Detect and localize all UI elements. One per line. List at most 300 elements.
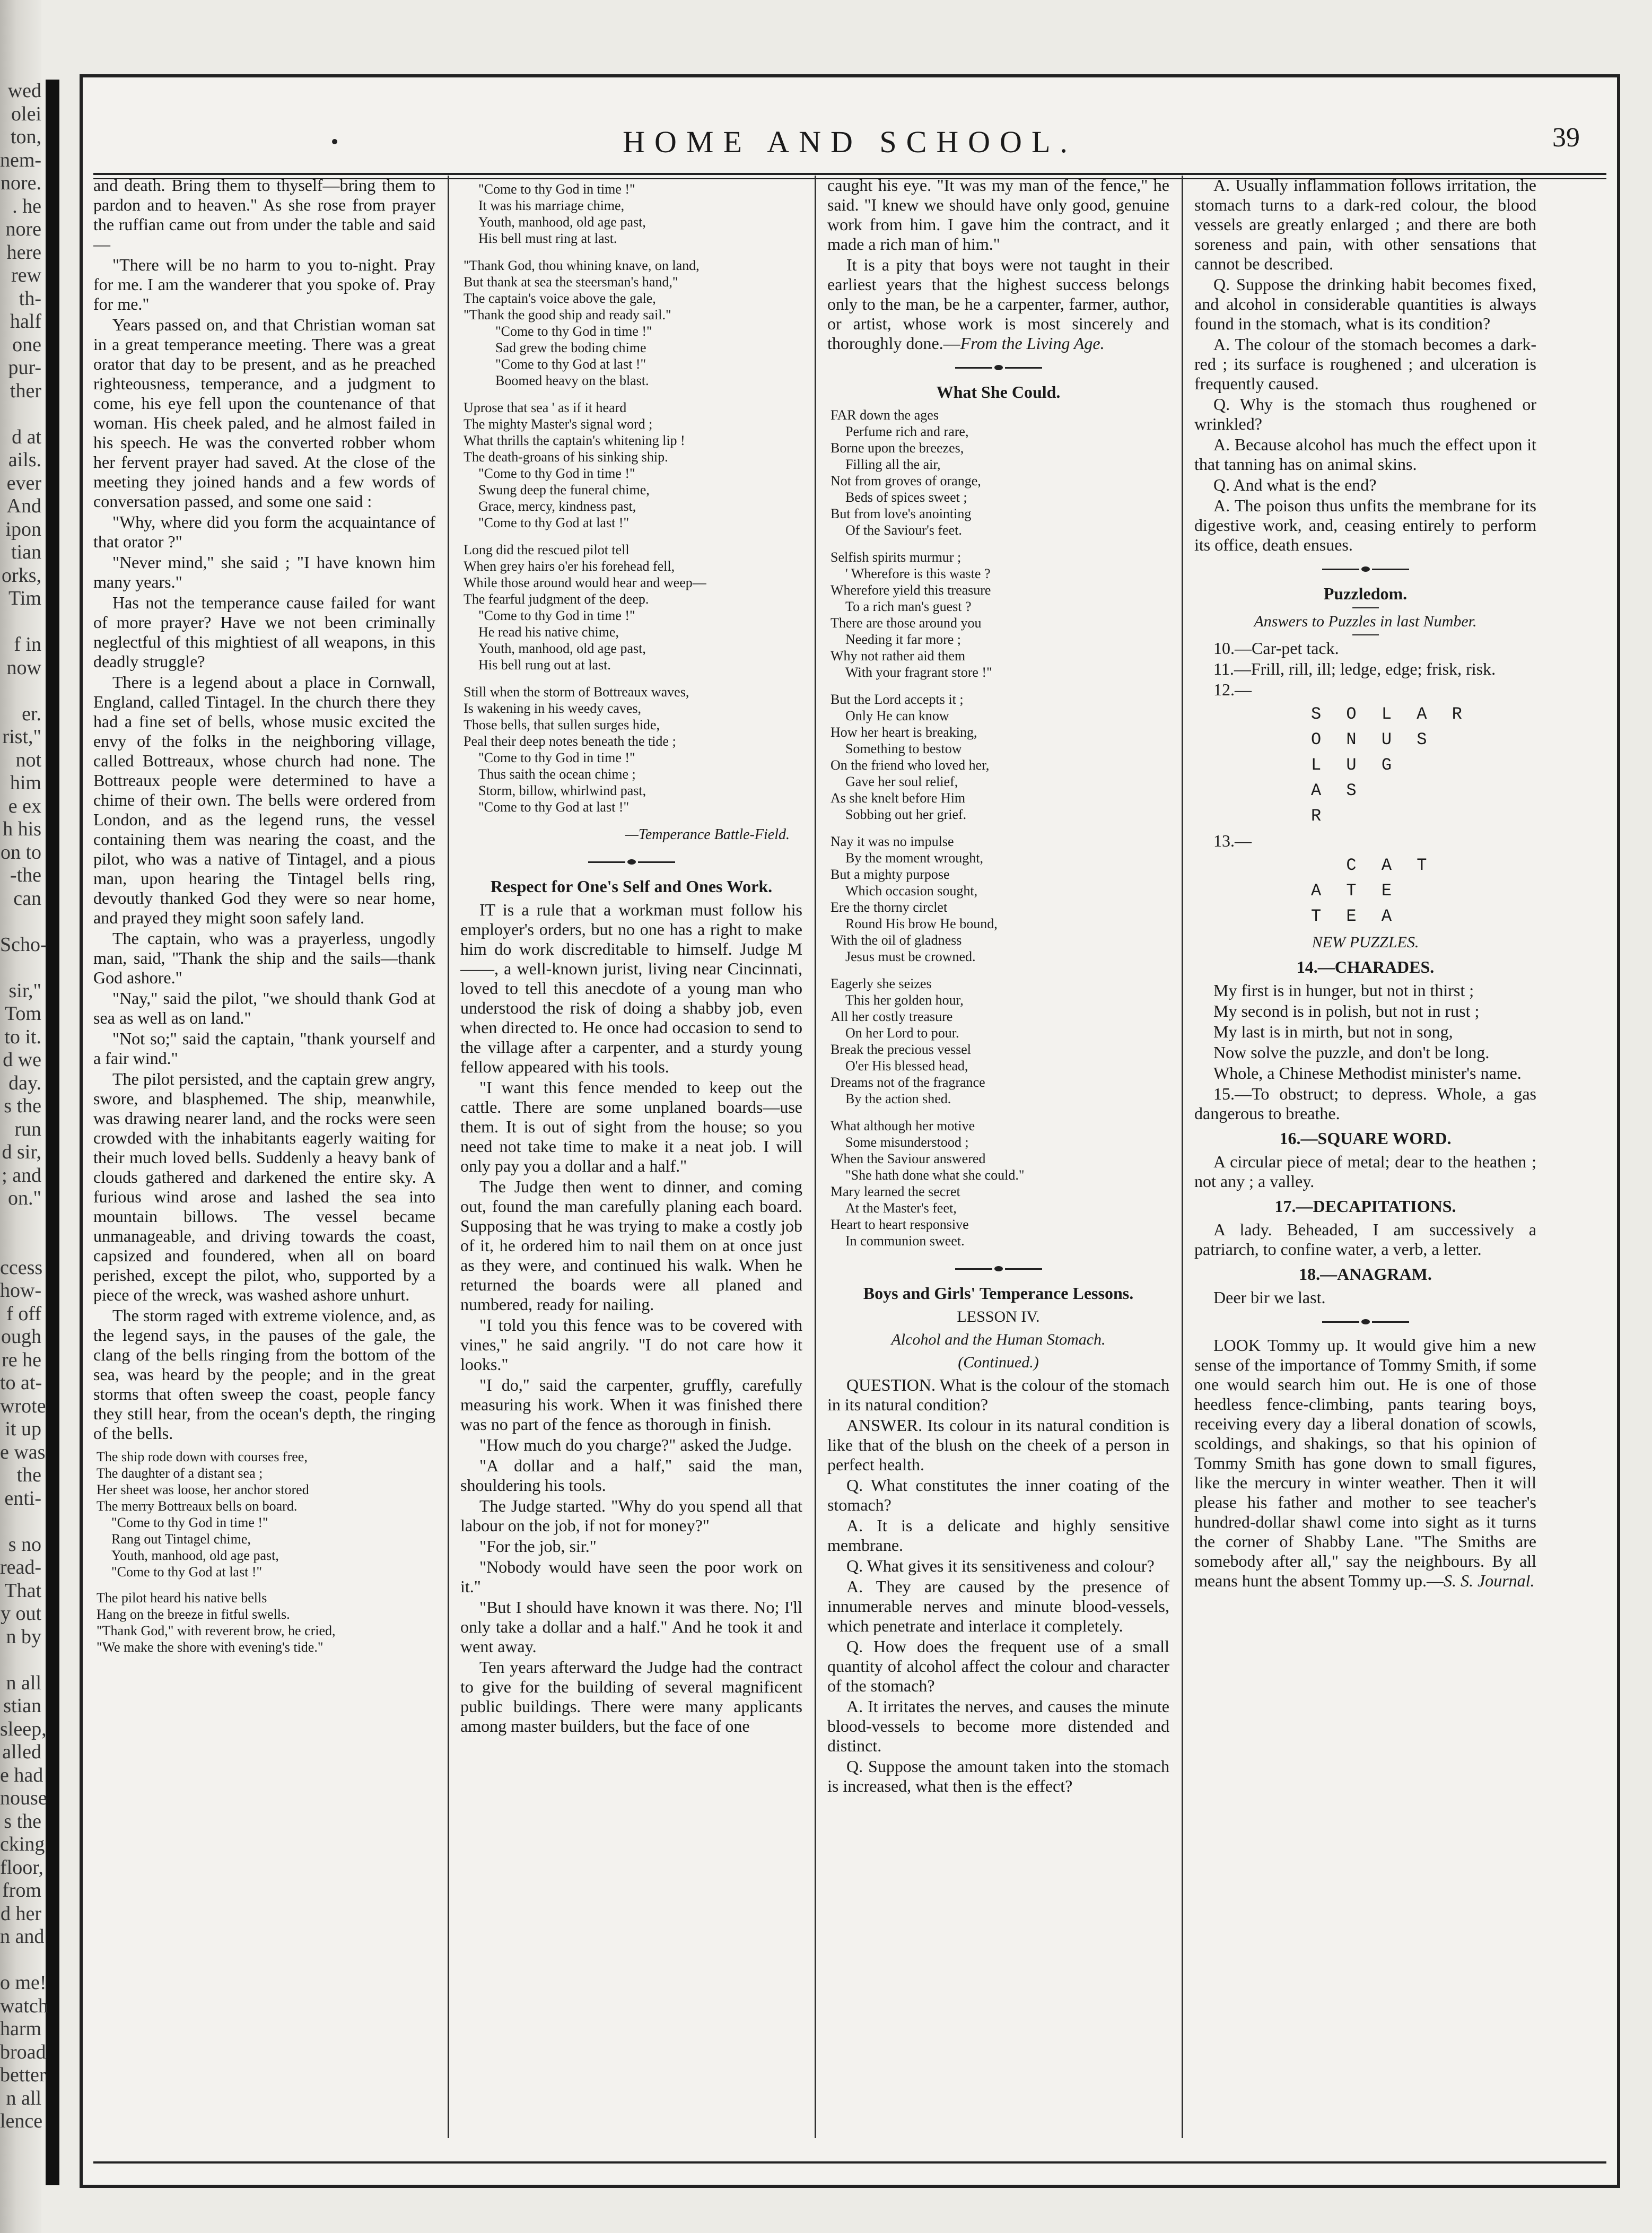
puzzle-answer: 13.— — [1213, 831, 1252, 850]
column-1 — [93, 176, 435, 2127]
anagram-heading: 18.—ANAGRAM. — [1299, 1264, 1432, 1284]
bleed-fragment: from — [2, 1879, 41, 1901]
paragraph: There is a legend about a place in Cornwall, England, called Tintagel. In the church there they had a fine set of bells, whose music excited the envy of the folks in the neighboring village, called Bottreaux, whose church had none. The Bottreaux people were determined to have a chime of their own. The bells were ordered from London, and as the legend runs, the vessel containing them was nearing the coast, and the pilot, who was a native of Tintagel, and a pious man, upon hearing the Tintagel bells ring, devoutly thanked God they were so near home, and prayed they might soon safely land. — [93, 673, 435, 927]
poem-line: But the Lord accepts it ; — [831, 692, 964, 707]
column-4 — [1194, 176, 1536, 2127]
paragraph: A. Usually inflammation follows irritation, the stomach turns to a dark-red colour, the blood vessels are greatly enlarged ; and there are both soreness and pain, with other sensations that cannot be described. — [1194, 176, 1536, 273]
poem-line: But thank at sea the steersman's hand," — [464, 274, 678, 290]
poem-line: "Come to thy God in time !" — [111, 1515, 268, 1530]
stanza-gap — [464, 247, 802, 257]
poem-line: Why not rather aid them — [831, 648, 966, 664]
square-word-clue: A circular piece of metal; dear to the heathen ; not any ; a valley. — [1194, 1152, 1536, 1191]
bleed-fragment: ipon — [5, 518, 41, 540]
poem-line: The death-groans of his sinking ship. — [464, 449, 668, 465]
poem-line: "We make the shore with evening's tide." — [97, 1639, 324, 1655]
bleed-fragment: o me! — [0, 1972, 47, 1994]
poem-line: The daughter of a distant sea ; — [97, 1466, 263, 1481]
puzzle-answer: 12.— — [1213, 680, 1252, 699]
paragraph: A. It irritates the nerves, and causes the minute blood-vessels to become more distended and distinct. — [827, 1697, 1169, 1755]
lesson-number: LESSON IV. — [957, 1308, 1040, 1325]
bleed-fragment — [0, 1648, 41, 1672]
section-divider — [1194, 559, 1536, 579]
paragraph: My first is in hunger, but not in thirst ; — [1213, 981, 1474, 1000]
poem — [827, 407, 1169, 1249]
poem-line: How her heart is breaking, — [831, 725, 977, 740]
bleed-fragment: d at — [12, 425, 41, 448]
poem — [460, 181, 802, 815]
paragraph: Q. Suppose the drinking habit becomes fixed, and alcohol in considerable quantities is always found in the stomach, what is its condition? — [1194, 275, 1536, 333]
poem-line: Ere the thorny circlet — [831, 900, 948, 915]
poem-line: Selfish spirits murmur ; — [831, 549, 962, 565]
poem-line: As she knelt before Him — [831, 790, 966, 806]
decapitations-clue: A lady. Beheaded, I am successively a patriarch, to confine water, a verb, a letter. — [1194, 1220, 1536, 1259]
bleed-fragment: lence — [0, 2110, 43, 2132]
stanza-gap — [831, 538, 1169, 549]
word-square — [1194, 702, 1536, 829]
poem-line: "Come to thy God in time !" — [478, 181, 635, 197]
paragraph: QUESTION. What is the colour of the stomach in its natural condition? — [827, 1375, 1169, 1414]
paragraph: Q. What gives it its sensitiveness and colour? — [846, 1556, 1155, 1575]
bleed-fragment — [0, 1510, 41, 1533]
paragraph: "I want this fence mended to keep out the cattle. There are some unplaned boards—use them. It is out of sight from the house; so you need not take time to make it a neat job. I will only pay you a dollar and a half." — [460, 1078, 802, 1175]
poem-line: Eagerly she seizes — [831, 976, 932, 991]
closing-attribution: S. S. Journal. — [1444, 1571, 1535, 1590]
bleed-fragment: ther — [10, 379, 41, 402]
paragraph: The storm raged with extreme violence, and, as the legend says, in the pauses of the gale, the clang of the bells ringing from the bottom of the sea, was heard by the people; and in the great storms that often sweep the coast, people fancy they still hear, from the ocean's depth, the ringing of the bells. — [93, 1306, 435, 1443]
bleed-fragment: ough — [1, 1325, 41, 1348]
poem-line: Youth, manhood, old age past, — [111, 1548, 279, 1563]
column-divider — [1182, 176, 1183, 2138]
poem-line: Boomed heavy on the blast. — [495, 373, 649, 388]
poem-line: Wherefore yield this treasure — [831, 582, 991, 598]
poem-line: Hang on the breeze in fitful swells. — [97, 1607, 290, 1622]
bleed-fragment — [0, 910, 41, 934]
puzzle-answer: 10.—Car-pet tack. — [1213, 639, 1339, 658]
paragraph: "There will be no harm to you to-night. Pray for me. I am the wanderer that you spoke of. Pray for me." — [93, 255, 435, 313]
paragraph: A. The poison thus unfits the membrane for its digestive work, and, ceasing entirely to perform its office, death ensues. — [1194, 496, 1536, 554]
bleed-fragment: run — [14, 1118, 41, 1140]
paragraph: My second is in polish, but not in rust ; — [1213, 1001, 1480, 1020]
poem-line: He read his native chime, — [478, 624, 619, 640]
poem-line: It was his marriage chime, — [478, 198, 625, 213]
poem-line: With your fragrant store !" — [845, 665, 992, 680]
bleed-fragment: enti- — [4, 1487, 41, 1510]
poem-line: Break the precious vessel — [831, 1042, 971, 1057]
poem-line: At the Master's feet, — [845, 1200, 957, 1216]
bleed-fragment: d we — [3, 1049, 41, 1071]
puzzle-heading: Puzzledom. — [1323, 584, 1408, 603]
poem-line: Still when the storm of Bottreaux waves, — [464, 684, 689, 700]
bleed-fragment: e was — [0, 1441, 46, 1463]
paragraph: "Nobody would have seen the poor work on it." — [460, 1557, 802, 1596]
poem-line: "Come to thy God in time !" — [478, 466, 635, 481]
bleed-fragment: n all — [6, 1671, 41, 1694]
paragraph: "Never mind," she said ; "I have known him many years." — [93, 553, 435, 591]
poem-line: Sad grew the boding chime — [495, 340, 646, 355]
bleed-fragment: olei — [11, 102, 41, 125]
bleed-fragment — [0, 610, 41, 634]
bleed-fragment: And — [6, 495, 41, 517]
paragraph: A. They are caused by the presence of innumerable nerves and minute blood-vessels, which penetrate and interlace it completely. — [827, 1577, 1169, 1635]
poem-line: Grace, mercy, kindness past, — [478, 499, 636, 514]
poem-line: Peal their deep notes beneath the tide ; — [464, 734, 676, 749]
paragraph: Whole, a Chinese Methodist minister's name. — [1213, 1063, 1522, 1083]
poem-line: The ship rode down with courses free, — [97, 1449, 308, 1464]
source-attribution: From the Living Age. — [960, 334, 1105, 353]
paragraph: and death. Bring them to thyself—bring them to pardon and to heaven." As she rose from prayer the ruffian came out from under the table and said— — [93, 176, 435, 254]
poem-line: Perfume rich and rare, — [845, 424, 969, 439]
stanza-gap — [831, 823, 1169, 833]
page-number: 39 — [1552, 123, 1580, 153]
poem-line: The mighty Master's signal word ; — [464, 416, 653, 432]
poem-line: Long did the rescued pilot tell — [464, 542, 630, 557]
bleed-fragment: ; and — [2, 1164, 41, 1187]
section-divider — [827, 1259, 1169, 1278]
poem-line: Not from groves of orange, — [831, 473, 981, 489]
bleed-fragment: here — [6, 241, 41, 264]
paragraph: "Why, where did you form the acquaintance of that orator ?" — [93, 512, 435, 551]
bleed-fragment: th- — [19, 287, 41, 310]
poem-line: "Thank God, thou whining knave, on land, — [464, 258, 700, 273]
decapitations-heading: 17.—DECAPITATIONS. — [1274, 1197, 1456, 1216]
bleed-fragment — [0, 1210, 41, 1234]
bleed-fragment: cking — [0, 1833, 45, 1855]
paragraph: Years passed on, and that Christian woman sat in a great temperance meeting. There was a great orator that day to be present, and as he preached righteousness, temperance, and a judgment to come, his eye fell upon the countenance of that woman. His cheek paled, and he almost failed in his speech. He was the converted robber whom her fervent prayer had saved. At the close of the meeting they joined hands and a few words of conversation passed, and some one said : — [93, 315, 435, 511]
bleed-fragment: f off — [6, 1302, 41, 1325]
bleed-fragment: ccess — [0, 1256, 43, 1279]
poem-line: This her golden hour, — [845, 992, 964, 1008]
poem-line: "Come to thy God in time !" — [478, 608, 635, 623]
puzzle-15: 15.—To obstruct; to depress. Whole, a gas dangerous to breathe. — [1194, 1084, 1536, 1123]
bleed-fragment: how- — [0, 1279, 42, 1302]
bleed-fragment: Scho- — [0, 933, 47, 956]
bleed-fragment: better — [0, 2064, 46, 2086]
word-square-row: O N U S — [1311, 730, 1435, 749]
bleed-fragment: y out — [0, 1602, 41, 1625]
bleed-fragment: not — [15, 748, 41, 771]
bleed-fragment: -the — [10, 864, 41, 886]
bleed-fragment: now — [6, 656, 41, 679]
bleed-fragment: er. — [22, 702, 41, 725]
bleed-fragment: n all — [6, 2087, 41, 2109]
column-3 — [827, 176, 1169, 2127]
poem-line: Only He can know — [845, 708, 949, 723]
paragraph: The captain, who was a prayerless, ungodly man, said, "Thank the ship and the sails—thank God ashore." — [93, 929, 435, 987]
stanza-gap — [831, 965, 1169, 975]
paragraph: The Judge started. "Why do you spend all that labour on the job, if not for money?" — [460, 1496, 802, 1535]
poem-line: His bell must ring at last. — [478, 231, 617, 246]
bleed-fragment: rist," — [2, 726, 41, 748]
bleed-fragment: tian — [11, 541, 41, 563]
paragraph: Has not the temperance cause failed for want of more prayer? Have we not been criminally neglectful of this mightiest of all weapons, in this deadly struggle? — [93, 593, 435, 671]
bleed-fragment: alled — [2, 1741, 41, 1763]
bleed-fragment: e had — [0, 1764, 43, 1786]
poem-line: Her sheet was loose, her anchor stored — [97, 1482, 309, 1497]
bleed-fragment: sir," — [8, 979, 41, 1002]
paragraph: "Not so;" said the captain, "thank yourself and a fair wind." — [93, 1029, 435, 1068]
poem — [93, 1590, 435, 1655]
poem-line: Which occasion sought, — [845, 883, 978, 899]
section-divider — [827, 357, 1169, 377]
bleed-text-fragments — [0, 80, 59, 2185]
poem-line: Mary learned the secret — [831, 1184, 960, 1199]
bleed-fragment: harm — [0, 2018, 42, 2040]
poem-line: All her costly treasure — [831, 1009, 953, 1024]
bleed-fragment: ever — [6, 472, 41, 494]
bleed-fragment: ton, — [10, 126, 41, 148]
poem-line: Uprose that sea ' as if it heard — [464, 400, 627, 415]
bleed-fragment: stian — [3, 1695, 41, 1717]
bleed-fragment: one — [12, 333, 41, 356]
new-puzzles-heading: NEW PUZZLES. — [1312, 934, 1419, 951]
bleed-fragment: s the — [4, 1810, 41, 1833]
bleed-fragment: pur- — [8, 356, 41, 379]
bleed-fragment: on." — [7, 1187, 41, 1209]
section-divider — [460, 852, 802, 871]
poem-heading: What She Could. — [936, 382, 1061, 402]
paragraph: caught his eye. "It was my man of the fence," he said. "I knew we should have only good, genuine work from him. I gave him the contract, and it made a rich man of him." — [827, 176, 1169, 254]
stanza-gap — [831, 1107, 1169, 1118]
poem-line: Heart to heart responsive — [831, 1217, 969, 1232]
paragraph: It is a pity that boys were not taught in their earliest years that the highest success belongs only to the man, be he a carpenter, farmer, author, or artist, whose work is most sincerely and thoroughly done.—From the Living Age. — [827, 255, 1169, 353]
poem-line: On her Lord to pour. — [845, 1025, 959, 1041]
bleed-fragment: wrote — [0, 1394, 46, 1417]
bleed-fragment: watch — [0, 1994, 48, 2017]
bleed-fragment: n by — [6, 1625, 41, 1648]
newspaper-page — [80, 74, 1620, 2188]
paragraph: The pilot persisted, and the captain grew angry, swore, and blasphemed. The ship, meanwhile, was drawing nearer land, and the rocks were seen crowded with the inhabitants eagerly waiting for their much loved bells. Suddenly a heavy bank of clouds gathered and darkened the entire sky. A furious wind arose and lashed the sea into mountain billows. The vessel became unmanageable, and driving towards the coast, capsized and foundered, when all on board perished, except the pilot, who, supported by a piece of the wreck, was washed ashore unhurt. — [93, 1069, 435, 1304]
bleed-fragment: d sir, — [2, 1141, 41, 1163]
poem-line: But from love's anointing — [831, 506, 972, 521]
bleed-fragment: it up — [5, 1418, 41, 1440]
word-square-row: A T E — [1311, 881, 1400, 901]
poem-line: When the Saviour answered — [831, 1151, 986, 1166]
paragraph: A. The colour of the stomach becomes a dark-red ; its surface is roughened ; and ulceration is frequently caused. — [1194, 335, 1536, 393]
short-rule — [1352, 634, 1379, 635]
bleed-fragment: nore — [5, 218, 41, 240]
column-divider — [448, 176, 449, 2138]
bleed-fragment: half — [10, 310, 41, 333]
page-title: HOME AND SCHOOL. — [623, 125, 1077, 159]
page-header — [83, 99, 1617, 168]
bleed-fragment: . he — [12, 195, 41, 217]
paragraph: A. Because alcohol has much the effect upon it that tanning has on animal skins. — [1194, 435, 1536, 474]
poem-line: The fearful judgment of the deep. — [464, 591, 649, 607]
poem-line: ' Wherefore is this waste ? — [845, 566, 991, 581]
poem-line: What thrills the captain's whitening lip ! — [464, 433, 685, 448]
poem-line: Beds of spices sweet ; — [845, 490, 967, 505]
article-heading: Respect for One's Self and Ones Work. — [490, 877, 773, 896]
poem-line: Nay it was no impulse — [831, 834, 954, 849]
bleed-fragment: n and — [0, 1925, 45, 1948]
bleed-fragment: h his — [3, 818, 41, 840]
paragraph: "For the job, sir." — [479, 1537, 597, 1556]
poem-line: "Come to thy God at last !" — [111, 1564, 263, 1580]
poem-line: Dreams not of the fragrance — [831, 1075, 985, 1090]
paragraph: Ten years afterward the Judge had the contract to give for the building of several magnificent public buildings. There were many applicants among master builders, but the face of one — [460, 1658, 802, 1735]
paragraph: IT is a rule that a workman must follow his employer's orders, but no one has a right to make him do work discreditable to himself. Judge M——, a well-known jurist, living near Cincinnati, loved to tell this anecdote of a young man who understood the risk of doing a shabby job, even when directed to. He once had occasion to send to the village after a carpenter, and a sturdy young fellow appeared with his tools. — [460, 900, 802, 1076]
column-2 — [460, 176, 802, 2127]
bleed-fragment: read- — [0, 1556, 42, 1578]
poem-line: "She hath done what she could." — [845, 1167, 1025, 1183]
poem-line: In communion sweet. — [845, 1233, 965, 1249]
paragraph: Q. What constitutes the inner coating of the stomach? — [827, 1476, 1169, 1514]
poem-line: Of the Saviour's feet. — [845, 522, 962, 538]
closing-paragraph: LOOK Tommy up. It would give him a new sense of the importance of Tommy Smith, if some one would search him out. He is one of those heedless fence-climbing, pants tearing boys, receiving every day a liberal donation of scowls, scoldings, and shakings, so that his opinion of Tommy Smith has gone down to small figures, like the mercury in winter weather. Then it will please his father and mother to see teacher's hundred-dollar shawl come into sight as it turns the corner of Shabby Lane. "The Smiths are somebody after all," say the neighbours. By all means hunt the absent Tommy up.—S. S. Journal. — [1194, 1336, 1536, 1590]
poem-line: When grey hairs o'er his forehead fell, — [464, 559, 675, 574]
short-rule — [1352, 607, 1379, 608]
paragraph: "I told you this fence was to be covered with vines," he said angrily. "I do not care how it looks." — [460, 1315, 802, 1374]
stanza-gap — [831, 681, 1169, 691]
paragraph: Q. How does the frequent use of a small quantity of alcohol affect the colour and character of the stomach? — [827, 1637, 1169, 1695]
bleed-fragment: nore. — [0, 172, 41, 194]
paragraph: "A dollar and a half," said the man, shouldering his tools. — [460, 1456, 802, 1495]
word-square-row: S O L A R — [1311, 704, 1470, 724]
poem-line: To a rich man's guest ? — [845, 599, 972, 614]
bleed-fragment: d her — [0, 1902, 41, 1925]
bleed-fragment — [0, 679, 41, 703]
square-word-heading: 16.—SQUARE WORD. — [1279, 1129, 1452, 1148]
poem-line: The captain's voice above the gale, — [464, 291, 656, 306]
word-square-row: R — [1311, 806, 1329, 826]
poem-line: Storm, billow, whirlwind past, — [478, 783, 646, 798]
poem-line: Round His brow He bound, — [845, 916, 998, 931]
bleed-fragment: s the — [4, 1095, 41, 1117]
poem-line: While those around would hear and weep— — [464, 575, 706, 590]
stanza-gap — [464, 531, 802, 542]
bleed-fragment: ails. — [8, 449, 41, 471]
poem-line: Something to bestow — [845, 741, 962, 756]
bleed-fragment: can — [13, 887, 41, 910]
stanza-gap — [464, 673, 802, 684]
bleed-fragment: to at- — [0, 1372, 42, 1394]
section-divider — [1194, 1312, 1536, 1331]
paragraph: ANSWER. Its colour in its natural condition is like that of the blush on the cheek of a person in perfect health. — [827, 1416, 1169, 1474]
word-square-row: A S — [1311, 781, 1364, 800]
puzzle-answer: 11.—Frill, rill, ill; ledge, edge; frisk, risk. — [1213, 659, 1496, 678]
word-square-row: C A T — [1311, 856, 1435, 875]
poem-line: "Come to thy God at last !" — [495, 356, 646, 372]
lesson-heading: Boys and Girls' Temperance Lessons. — [863, 1284, 1134, 1303]
paragraph: "Nay," said the pilot, "we should thank God at sea as well as on land." — [93, 989, 435, 1027]
poem-line: "Come to thy God in time !" — [495, 324, 652, 339]
bleed-fragment: f in — [14, 633, 41, 656]
poem-line: "Come to thy God at last !" — [478, 515, 630, 530]
footer-rule — [93, 2161, 1606, 2164]
bleed-fragment: orks, — [2, 564, 41, 587]
word-square-row: L U G — [1311, 755, 1400, 775]
poem-line: "Thank God," with reverent brow, he cried, — [97, 1623, 336, 1638]
poem-line: Those bells, that sullen surges hide, — [464, 717, 660, 732]
word-square — [1194, 853, 1536, 929]
poem-line: Gave her soul relief, — [845, 774, 958, 789]
bleed-fragment — [0, 1949, 41, 1972]
puzzle-answers-subheading: Answers to Puzzles in last Number. — [1254, 613, 1477, 630]
poem-line: There are those around you — [831, 615, 982, 631]
bleed-fragment: That — [4, 1579, 41, 1602]
poem-line: By the moment wrought, — [845, 850, 983, 866]
poem-line: But a mighty purpose — [831, 867, 950, 882]
bleed-fragment — [0, 956, 41, 980]
poem-line: "Come to thy God in time !" — [478, 750, 635, 765]
poem-line: FAR down the ages — [831, 407, 939, 423]
bleed-fragment: nouse — [0, 1787, 47, 1809]
bleed-fragment: wed — [7, 80, 41, 102]
charades-heading: 14.—CHARADES. — [1296, 957, 1435, 976]
bleed-fragment: re he — [2, 1348, 41, 1371]
poem-attribution: —Temperance Battle-Field. — [625, 826, 790, 843]
paragraph: "But I should have known it was there. No; I'll only take a dollar and a half." And he took it and went away. — [460, 1598, 802, 1656]
bleed-fragment: him — [10, 772, 41, 794]
header-rule-thick — [93, 173, 1606, 175]
bleed-fragment — [0, 403, 41, 426]
poem-line: Filling all the air, — [845, 457, 941, 472]
bleed-fragment: Tim — [8, 587, 41, 609]
poem-line: Needing it far more ; — [845, 632, 962, 647]
poem-line: Borne upon the breezes, — [831, 440, 964, 456]
paragraph: Q. Why is the stomach thus roughened or wrinkled? — [1194, 395, 1536, 433]
poem-line: Is wakening in his weedy caves, — [464, 701, 642, 716]
bleed-fragment: to it. — [4, 1025, 41, 1048]
poem-line: On the friend who loved her, — [831, 757, 990, 773]
poem-line: His bell rung out at last. — [478, 657, 611, 673]
bleed-fragment: floor, — [0, 1856, 43, 1879]
poem-line: "Come to thy God at last !" — [478, 799, 630, 815]
poem-line: Jesus must be crowned. — [845, 949, 976, 964]
bleed-fragment: broad — [0, 2040, 46, 2063]
paragraph: Q. And what is the end? — [1213, 475, 1377, 494]
lesson-continued: (Continued.) — [958, 1354, 1039, 1371]
poem-line: By the action shed. — [845, 1091, 951, 1106]
paragraph: The Judge then went to dinner, and coming out, found the man carefully planing each board. Supposing that he was trying to make a costly job of it, he ordered him to nail them on at once just as they were, and continued his walk. When he returned the boards were all planed and numbered, ready for nailing. — [460, 1177, 802, 1314]
poem-line: The pilot heard his native bells — [97, 1590, 267, 1606]
bleed-fragment: day. — [8, 1071, 41, 1094]
poem-line: The merry Bottreaux bells on board. — [97, 1498, 298, 1514]
bleed-fragment: s no — [8, 1533, 41, 1556]
bleed-fragment: sleep, — [0, 1717, 47, 1740]
lesson-title: Alcohol and the Human Stomach. — [891, 1331, 1106, 1348]
poem-line: Youth, manhood, old age past, — [478, 214, 646, 230]
poem-line: Some misunderstood ; — [845, 1135, 969, 1150]
poem-line: Sobbing out her grief. — [845, 807, 967, 822]
poem-line: What although her motive — [831, 1118, 975, 1133]
poem-line: Thus saith the ocean chime ; — [478, 766, 636, 782]
bleed-fragment — [0, 1233, 41, 1257]
stanza-gap — [464, 389, 802, 399]
paragraph: A. It is a delicate and highly sensitive membrane. — [827, 1516, 1169, 1555]
bleed-fragment: rew — [11, 264, 41, 286]
paragraph: Now solve the puzzle, and don't be long. — [1213, 1043, 1490, 1062]
poem-line: Rang out Tintagel chime, — [111, 1531, 251, 1547]
poem-line: Swung deep the funeral chime, — [478, 482, 650, 498]
bleed-fragment: Tom — [4, 1002, 41, 1025]
poem — [93, 1449, 435, 1580]
bleed-fragment: the — [16, 1464, 41, 1486]
column-divider — [815, 176, 816, 2138]
paragraph: Q. Suppose the amount taken into the stomach is increased, what then is the effect? — [827, 1757, 1169, 1795]
paragraph: My last is in mirth, but not in song, — [1213, 1022, 1453, 1041]
anagram-clue: Deer bir we last. — [1213, 1288, 1326, 1307]
paragraph: "How much do you charge?" asked the Judge. — [479, 1435, 792, 1454]
word-square-row: T E A — [1311, 906, 1400, 926]
bleed-fragment: nem- — [0, 149, 42, 171]
poem-line: With the oil of gladness — [831, 932, 962, 948]
poem-line: "Thank the good ship and ready sail." — [464, 307, 671, 322]
bleed-fragment: e ex — [8, 795, 41, 817]
paragraph: "I do," said the carpenter, gruffly, carefully measuring his work. When it was finished there was no part of the fence as thorough in finish. — [460, 1375, 802, 1434]
poem-line: O'er His blessed head, — [845, 1058, 968, 1074]
bleed-fragment: on to — [0, 841, 41, 863]
